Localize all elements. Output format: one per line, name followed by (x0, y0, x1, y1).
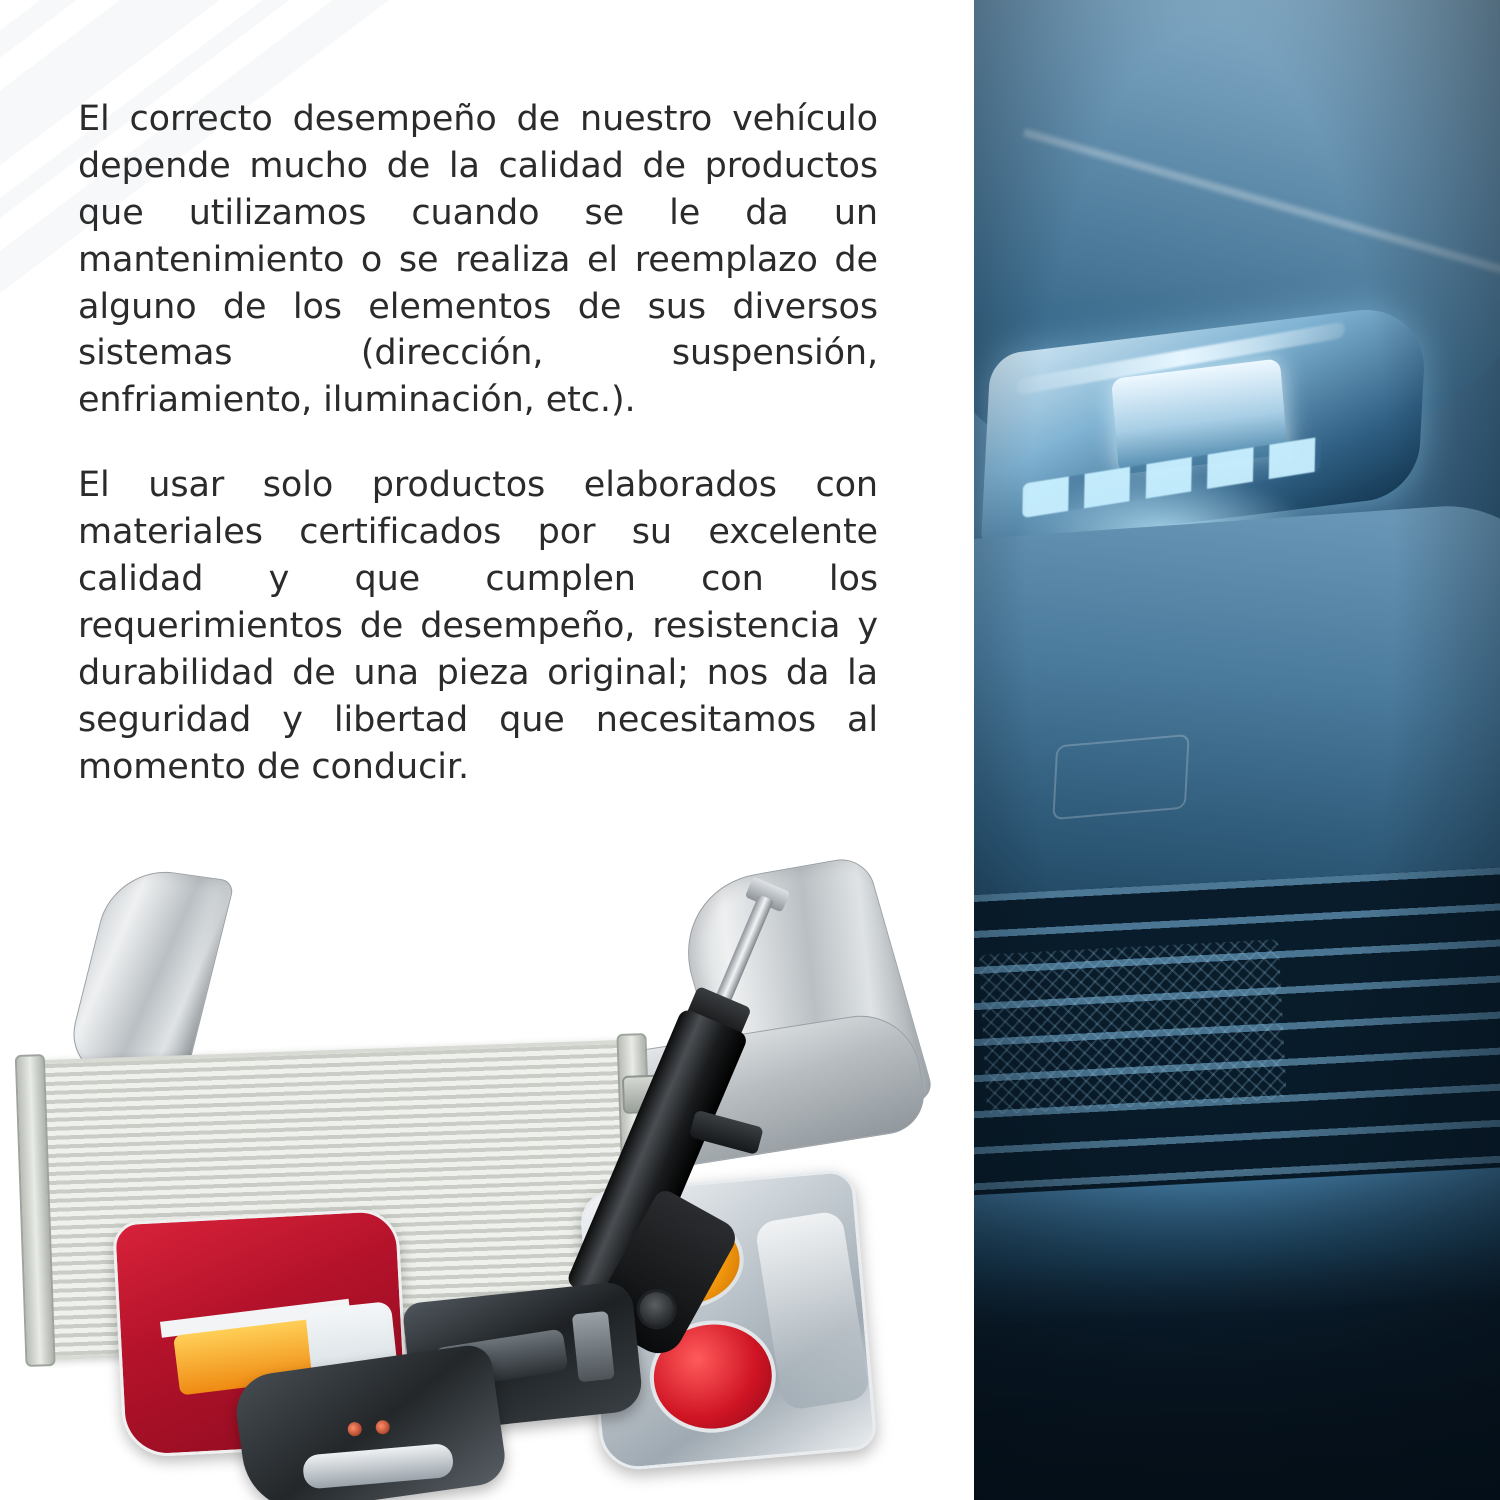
strut-piston-rod (712, 894, 774, 1011)
side-mirror-indicator-a (347, 1421, 363, 1437)
vehicle-photo-panel (974, 0, 1500, 1500)
paragraph-certified-materials: El usar solo productos elaborados con materiales certificados por su excelente calidad y que cumplen con los requerimientos de desempeño, resistencia y durabilidad de una pieza original; nos da la seguridad y libertad que necesitamos al momento de conducir. (78, 465, 878, 787)
paragraph-quality-intro: El correcto desempeño de nuestro vehículo depende mucho de la calidad de productos que utilizamos cuando se le da un mantenimiento o se realiza el reemplazo de alguno de los elementos de sus diversos sistemas (dirección, suspensión, enfriamiento, iluminación, etc.). (78, 99, 878, 421)
side-mirror-indicator-b (375, 1419, 391, 1435)
auto-parts-collage (0, 860, 960, 1500)
side-mirror-chrome-trim (302, 1443, 454, 1490)
door-handle-switch (572, 1311, 615, 1382)
photo-vignette (974, 0, 1500, 1500)
panel-divider (960, 0, 974, 1500)
body-copy (78, 96, 878, 790)
